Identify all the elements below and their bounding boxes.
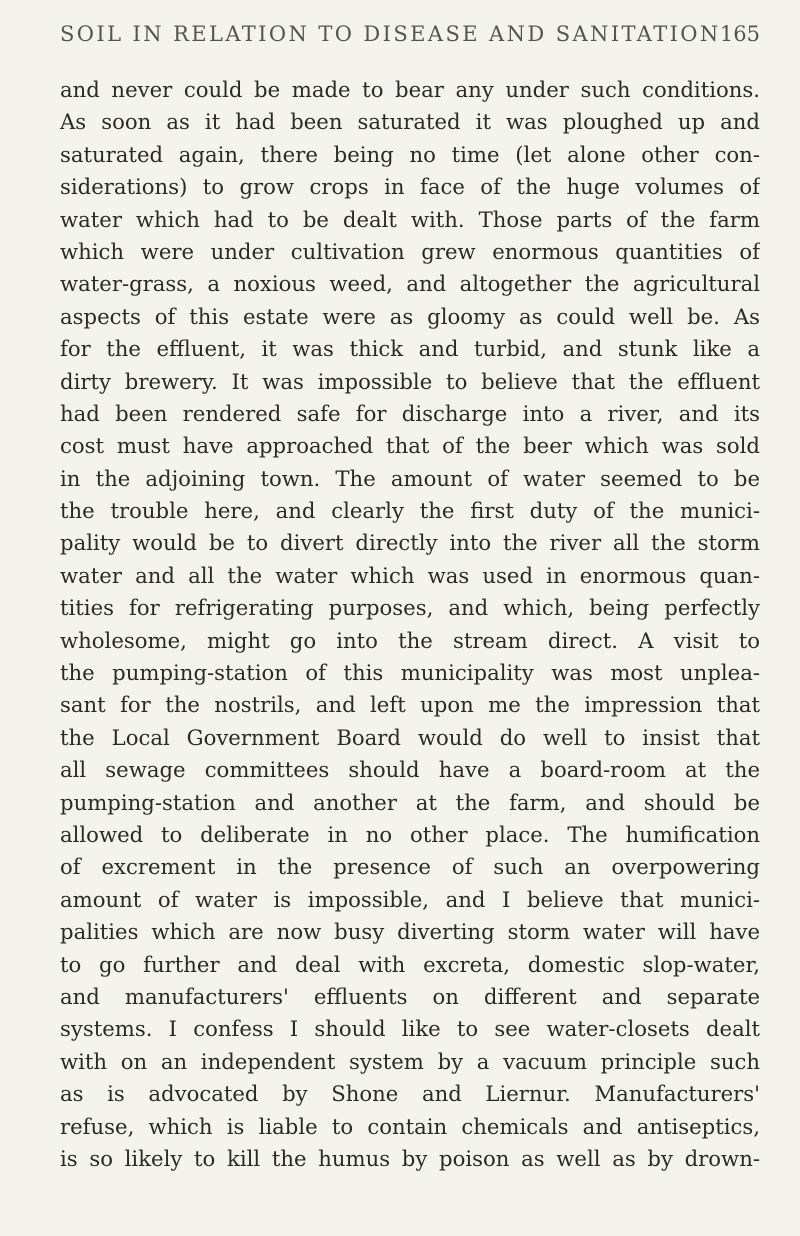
text-line: all sewage committees should have a board-room at the (60, 757, 760, 783)
text-line: pumping-station and another at the farm, and should be (60, 789, 760, 815)
text-line: is so likely to kill the humus by poison as well as by drown- (60, 1145, 760, 1171)
text-line: aspects of this estate were as gloomy as could well be. As (60, 303, 760, 329)
text-line: water and all the water which was used in enormous quan- (60, 562, 760, 588)
text-line: the trouble here, and clearly the first duty of the munici- (60, 498, 760, 524)
text-line: wholesome, might go into the stream direct. A visit to (60, 627, 760, 653)
page-number: 165 (719, 22, 760, 46)
text-line: tities for refrigerating purposes, and which, being perfectly (60, 595, 760, 621)
text-line: water which had to be dealt with. Those parts of the farm (60, 206, 760, 232)
text-line: to go further and deal with excreta, domestic slop-water, (60, 951, 760, 977)
text-line: in the adjoining town. The amount of water seemed to be (60, 465, 760, 491)
text-line: of excrement in the presence of such an overpowering (60, 854, 760, 880)
text-line: pality would be to divert directly into the river all the storm (60, 530, 760, 556)
text-line: allowed to deliberate in no other place. The humification (60, 821, 760, 847)
body-paragraph (60, 74, 760, 1175)
text-line: which were under cultivation grew enormous quantities of (60, 238, 760, 264)
text-line: water-grass, a noxious weed, and altogether the agricultural (60, 271, 760, 297)
text-line: and manufacturers' effluents on different and separate (60, 983, 760, 1009)
text-line: siderations) to grow crops in face of the huge volumes of (60, 174, 760, 200)
text-line: and never could be made to bear any under such conditions. (60, 77, 760, 102)
text-line: the Local Government Board would do well to insist that (60, 724, 760, 750)
text-line: with on an independent system by a vacuum principle such (60, 1048, 760, 1074)
text-line: refuse, which is liable to contain chemicals and antiseptics, (60, 1113, 760, 1139)
text-line: saturated again, there being no time (let alone other con- (60, 141, 760, 167)
text-line: As soon as it had been saturated it was ploughed up and (60, 109, 760, 135)
text-line: the pumping-station of this municipality was most unplea- (60, 660, 760, 686)
running-title: SOIL IN RELATION TO DISEASE AND SANITATION (60, 22, 721, 46)
text-line: palities which are now busy diverting storm water will have (60, 919, 760, 945)
text-line: had been rendered safe for discharge into a river, and its (60, 400, 760, 426)
text-line: amount of water is impossible, and I believe that munici- (60, 886, 760, 912)
text-line: cost must have approached that of the beer which was sold (60, 433, 760, 459)
running-head (60, 22, 760, 56)
text-line: for the effluent, it was thick and turbid, and stunk like a (60, 336, 760, 362)
text-line: dirty brewery. It was impossible to believe that the effluent (60, 368, 760, 394)
text-line: sant for the nostrils, and left upon me the impression that (60, 692, 760, 718)
text-line: as is advocated by Shone and Liernur. Manufacturers' (60, 1081, 760, 1107)
text-line: systems. I confess I should like to see water-closets dealt (60, 1016, 760, 1042)
